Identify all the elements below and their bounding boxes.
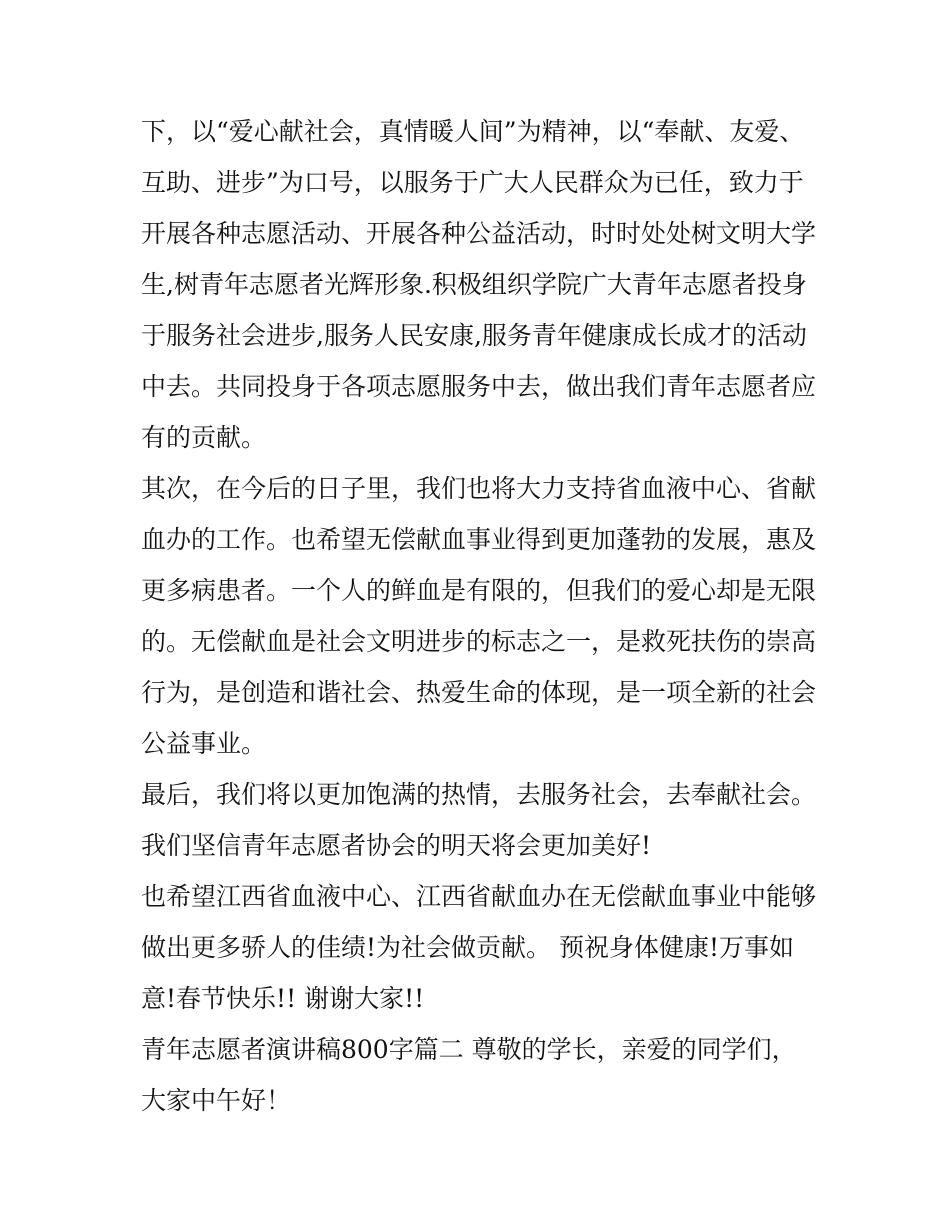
document-body [141, 106, 821, 1126]
text-line: 有的贡献。 [141, 423, 267, 452]
text-line: 于服务社会进步,服务人民安康,服务青年健康成长成才的活动 [141, 321, 807, 350]
text-line: 的。无偿献血是社会文明进步的标志之一，是救死扶伤的崇高 [141, 627, 817, 656]
text-line: 行为，是创造和谐社会、热爱生命的体现，是一项全新的社会 [141, 678, 817, 707]
text-line: 我们坚信青年志愿者协会的明天将会更加美好! [141, 831, 652, 860]
text-line: 意!春节快乐!! 谢谢大家!! [141, 984, 425, 1013]
text-line: 中去。共同投身于各项志愿服务中去，做出我们青年志愿者应 [141, 372, 817, 401]
text-line: 下，以“爱心献社会，真情暖人间”为精神，以“奉献、友爱、 [141, 117, 805, 146]
text-line: 青年志愿者演讲稿800字篇二 尊敬的学长，亲爱的同学们， [141, 1035, 797, 1064]
text-line: 开展各种志愿活动、开展各种公益活动，时时处处树文明大学 [141, 219, 817, 248]
text-line: 也希望江西省血液中心、江西省献血办在无偿献血事业中能够 [141, 882, 817, 911]
text-line: 做出更多骄人的佳绩!为社会做贡献。 预祝身体健康!万事如 [141, 933, 795, 962]
text-line: 血办的工作。也希望无偿献血事业得到更加蓬勃的发展，惠及 [141, 525, 817, 554]
text-line: 更多病患者。一个人的鲜血是有限的，但我们的爱心却是无限 [141, 576, 817, 605]
text-line: 生,树青年志愿者光辉形象.积极组织学院广大青年志愿者投身 [141, 270, 807, 299]
text-line: 其次，在今后的日子里，我们也将大力支持省血液中心、省献 [141, 474, 817, 503]
text-line: 最后，我们将以更加饱满的热情，去服务社会，去奉献社会。 [141, 780, 817, 809]
text-line: 大家中午好！ [141, 1086, 292, 1115]
text-line: 公益事业。 [141, 729, 267, 758]
text-line: 互助、进步”为口号，以服务于广大人民群众为已任，致力于 [141, 168, 804, 197]
